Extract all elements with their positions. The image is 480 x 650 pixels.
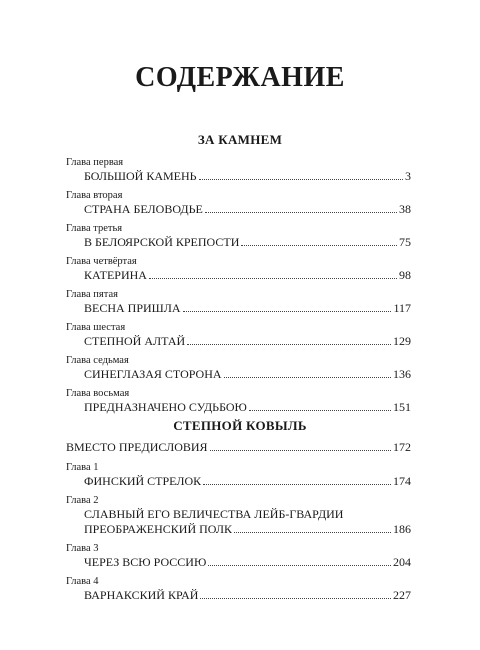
chapter-name: ВЕСНА ПРИШЛА xyxy=(84,301,181,315)
page-number: 38 xyxy=(399,202,411,216)
page-number: 98 xyxy=(399,268,411,282)
chapter-name-line-2: ПРЕОБРАЖЕНСКИЙ ПОЛК xyxy=(84,522,232,536)
page-number: 136 xyxy=(393,367,411,381)
chapter-name: В БЕЛОЯРСКОЙ КРЕПОСТИ xyxy=(84,235,240,249)
dot-leader xyxy=(187,344,391,345)
chapter-name: ВАРНАКСКИЙ КРАЙ xyxy=(84,588,199,602)
page-number: 151 xyxy=(393,400,411,414)
chapter-name: ФИНСКИЙ СТРЕЛОК xyxy=(84,474,202,488)
toc-entry[interactable] xyxy=(66,288,411,316)
toc-entry[interactable] xyxy=(66,461,411,489)
chapter-label: Глава вторая xyxy=(66,190,123,201)
toc-entry[interactable] xyxy=(66,494,411,537)
page-number: 174 xyxy=(393,474,411,488)
dot-leader xyxy=(200,598,391,599)
chapter-label: Глава седьмая xyxy=(66,355,129,366)
toc-entry[interactable] xyxy=(66,222,411,250)
part-title-stepnoy-kovyl: СТЕПНОЙ КОВЫЛЬ xyxy=(173,418,307,433)
chapter-label: Глава 3 xyxy=(66,543,99,554)
toc-entry-preface[interactable] xyxy=(66,440,411,455)
dot-leader xyxy=(183,311,392,312)
page-number: 204 xyxy=(393,555,411,569)
page-number: 117 xyxy=(393,301,411,315)
chapter-label: Глава шестая xyxy=(66,322,126,333)
page-number: 3 xyxy=(405,169,411,183)
chapter-label: Глава 2 xyxy=(66,495,99,506)
toc-entry[interactable] xyxy=(66,156,411,184)
chapter-label: Глава третья xyxy=(66,223,123,234)
toc-entry[interactable] xyxy=(66,354,411,382)
toc-entry[interactable] xyxy=(66,575,411,603)
chapter-label: Глава пятая xyxy=(66,289,118,300)
toc-entry[interactable] xyxy=(66,542,411,570)
dot-leader xyxy=(210,450,391,451)
page-number: 75 xyxy=(399,235,411,249)
dot-leader xyxy=(224,377,391,378)
part-title-za-kamnem: ЗА КАМНЕМ xyxy=(197,132,283,147)
dot-leader xyxy=(149,278,397,279)
chapter-label: Глава первая xyxy=(66,157,124,168)
toc-entry[interactable] xyxy=(66,321,411,349)
chapter-label: Глава 1 xyxy=(66,462,99,473)
page-number: 227 xyxy=(393,588,411,602)
toc-entry[interactable] xyxy=(66,387,411,415)
chapter-name: СТРАНА БЕЛОВОДЬЕ xyxy=(84,202,203,216)
page-number: 129 xyxy=(393,334,411,348)
chapter-label: Глава восьмая xyxy=(66,388,130,399)
toc-part-2 xyxy=(66,440,411,608)
dot-leader xyxy=(249,410,391,411)
toc-entry[interactable] xyxy=(66,255,411,283)
dot-leader xyxy=(241,245,397,246)
chapter-name: КАТЕРИНА xyxy=(84,268,147,282)
chapter-name: ПРЕДНАЗНАЧЕНО СУДЬБОЮ xyxy=(84,400,247,414)
dot-leader xyxy=(208,565,391,566)
page-title: СОДЕРЖАНИЕ xyxy=(135,62,345,93)
dot-leader xyxy=(234,532,391,533)
chapter-name: БОЛЬШОЙ КАМЕНЬ xyxy=(84,169,197,183)
chapter-name: СТЕПНОЙ АЛТАЙ xyxy=(84,334,186,348)
toc-part-1 xyxy=(66,156,411,420)
chapter-name: ЧЕРЕЗ ВСЮ РОССИЮ xyxy=(84,555,207,569)
dot-leader xyxy=(205,212,397,213)
chapter-label: Глава четвёртая xyxy=(66,256,137,267)
dot-leader xyxy=(199,179,403,180)
page-number: 172 xyxy=(393,440,411,454)
page-number: 186 xyxy=(393,522,411,536)
dot-leader xyxy=(203,484,391,485)
chapter-label: Глава 4 xyxy=(66,576,99,587)
chapter-name-line-1: СЛАВНЫЙ ЕГО ВЕЛИЧЕСТВА ЛЕЙБ-ГВАРДИИ xyxy=(84,507,344,521)
chapter-name: ВМЕСТО ПРЕДИСЛОВИЯ xyxy=(66,440,208,454)
toc-entry[interactable] xyxy=(66,189,411,217)
chapter-name: СИНЕГЛАЗАЯ СТОРОНА xyxy=(84,367,222,381)
